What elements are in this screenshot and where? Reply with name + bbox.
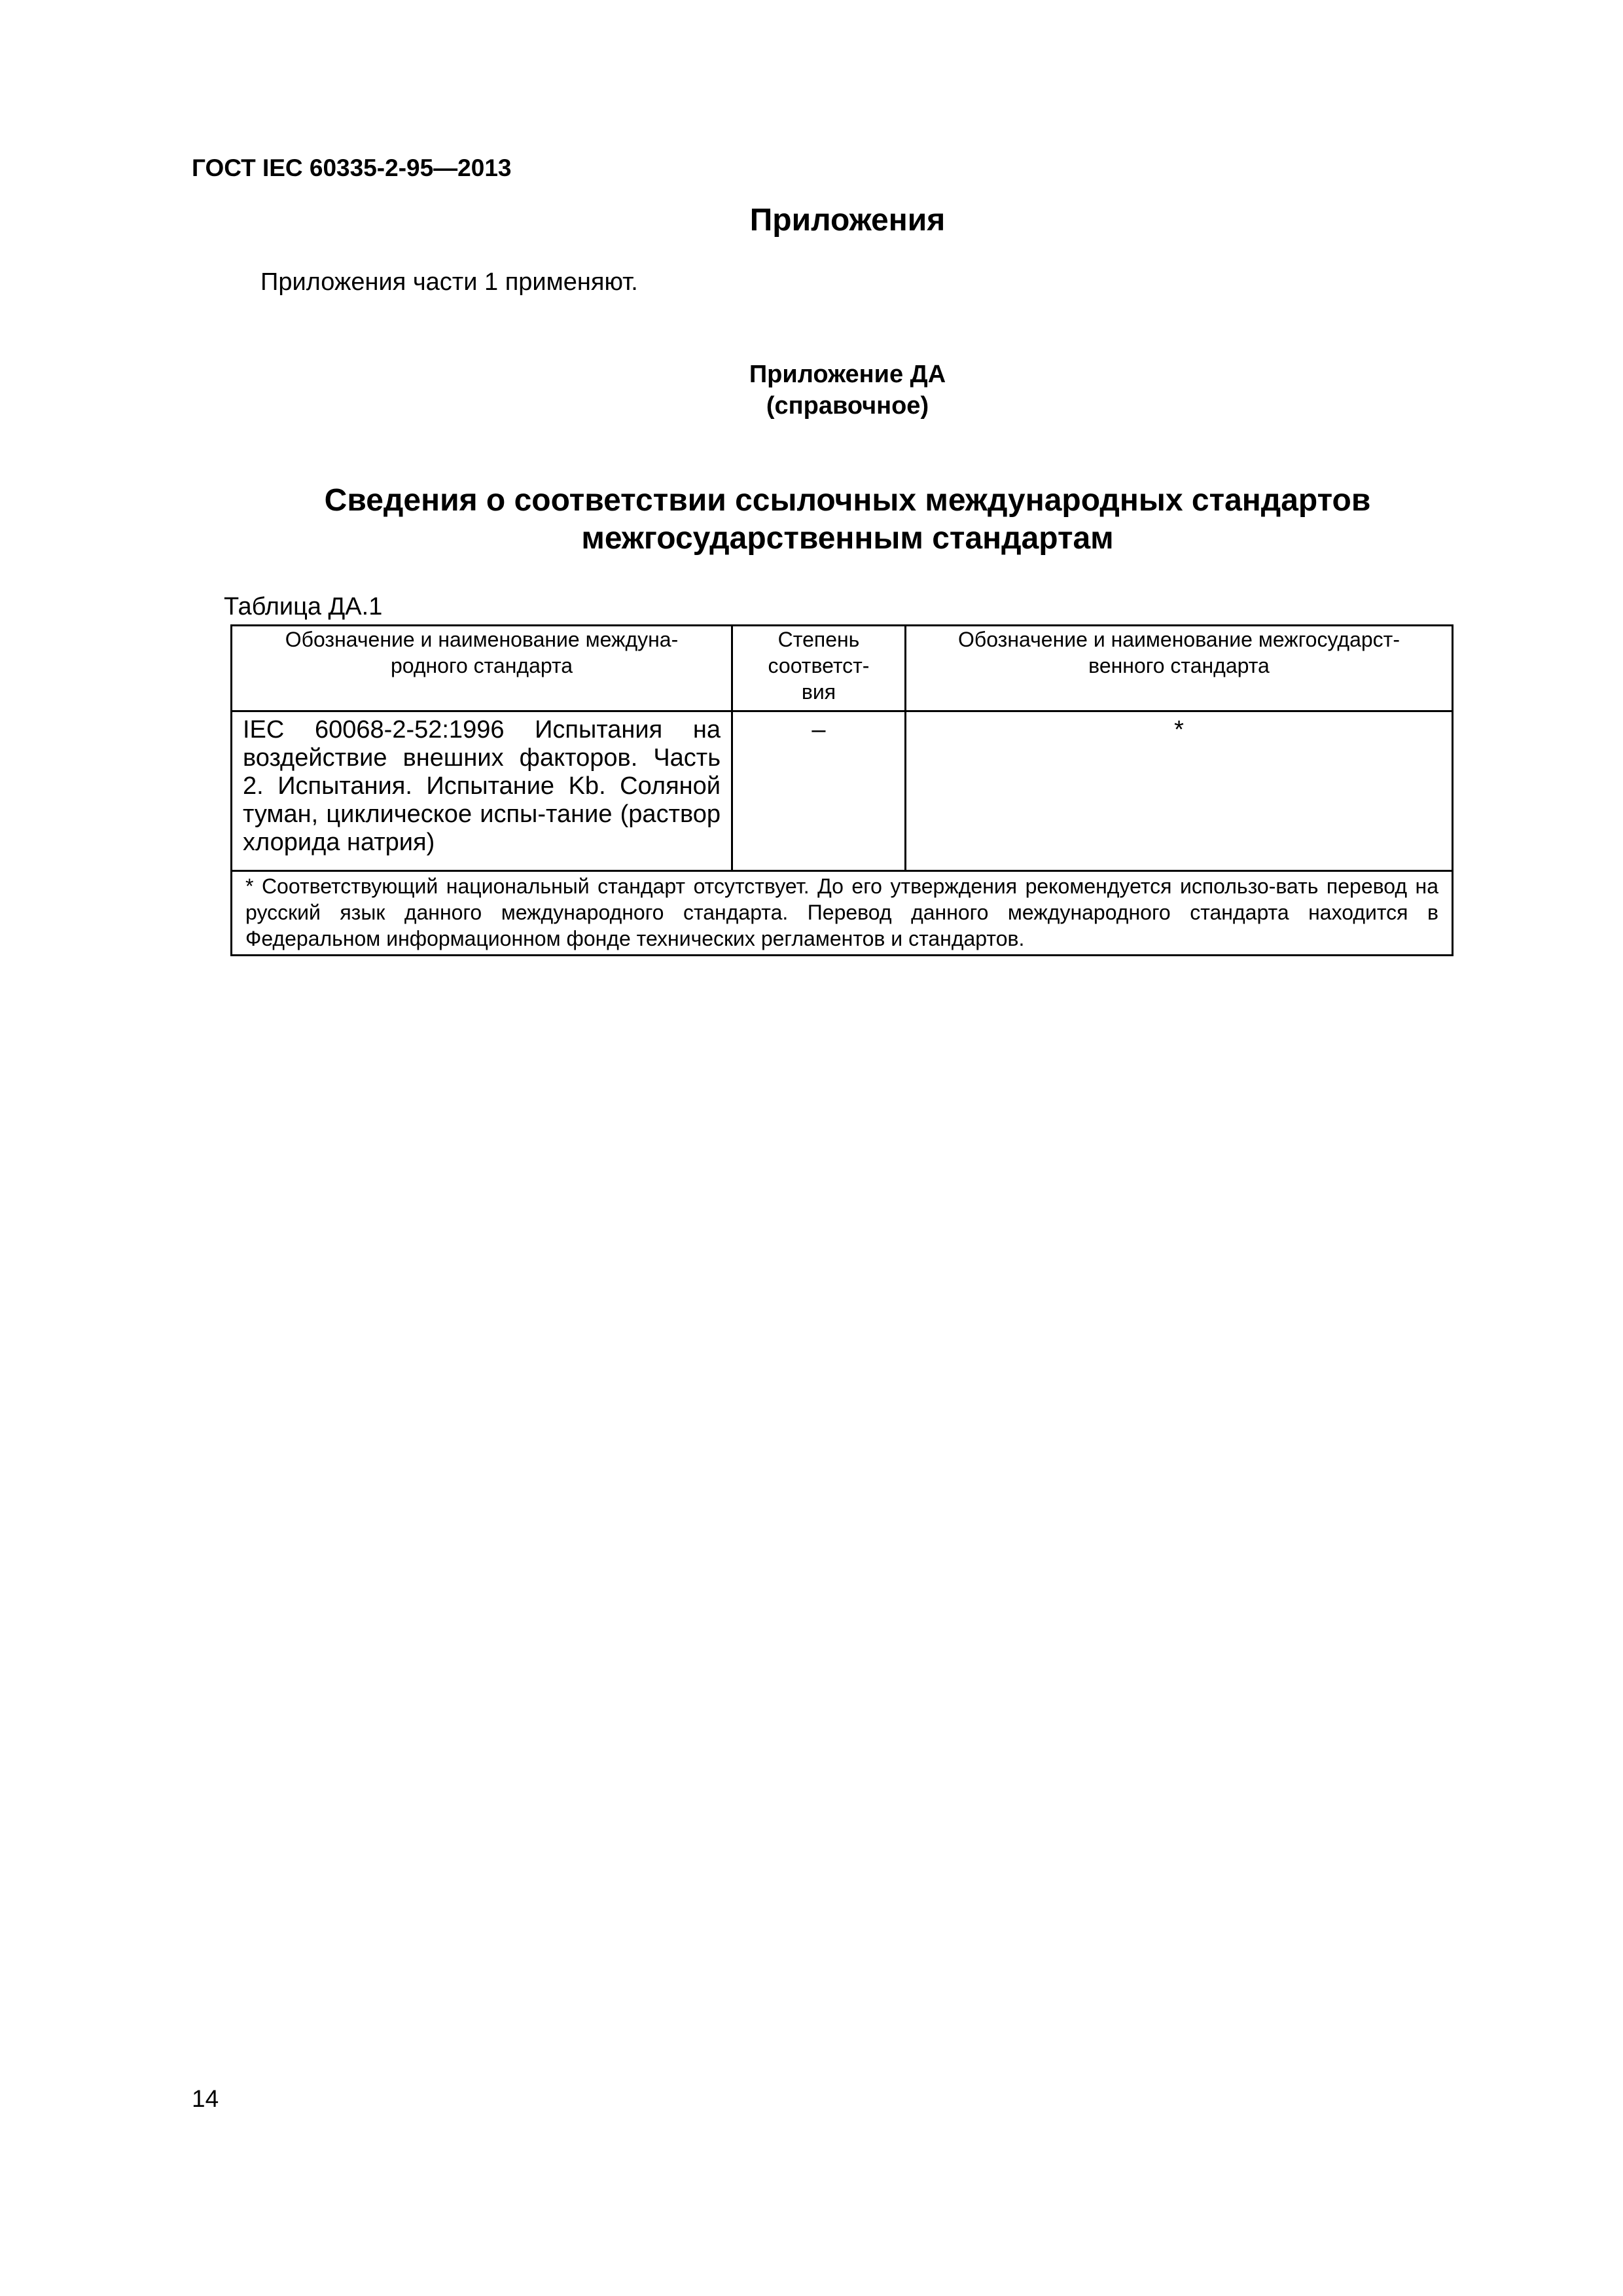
header-degree [732, 626, 906, 711]
annex-heading [0, 359, 1623, 422]
header-degree-line-2: соответст- [768, 654, 870, 677]
standards-table [230, 624, 1454, 956]
annex-title-line-1: Сведения о соответствии ссылочных международных стандартов [324, 483, 1371, 518]
table-footnote-row [232, 871, 1453, 956]
annex-label: Приложение ДА [749, 361, 946, 388]
section-title: Приложения [749, 203, 946, 238]
table-footnote: * Соответствующий национальный стандарт отсутствует. До его утверждения рекомендуется использо-вать перевод на русский язык данного международного стандарта. Перевод данного международного стандарта находится в Федеральном информационном фонде технических регламентов и стандартов. [232, 871, 1453, 956]
page-number: 14 [192, 2085, 219, 2112]
header-degree-line-3: вия [801, 680, 836, 704]
document-code: ГОСТ IEC 60335-2-95—2013 [192, 154, 512, 181]
header-degree-line-1: Степень [777, 628, 860, 651]
annex-title [0, 482, 1623, 558]
cell-degree: – [732, 711, 906, 871]
table-header-row [232, 626, 1453, 711]
cell-intl-standard: IEC 60068-2-52:1996 Испытания на воздействие внешних факторов. Часть 2. Испытания. Испытание Kb. Соляной туман, циклическое испы-тание (раствор хлорида натрия) [232, 711, 732, 871]
table-label: Таблица ДА.1 [224, 593, 383, 620]
header-nat-line-1: Обозначение и наименование межгосударст- [958, 628, 1400, 651]
header-nat-line-2: венного стандарта [1088, 654, 1270, 677]
cell-national-standard: * [906, 711, 1453, 871]
section-text: Приложения части 1 применяют. [260, 268, 638, 296]
header-intl-standard [232, 626, 732, 711]
header-intl-line-1: Обозначение и наименование междуна- [285, 628, 679, 651]
header-intl-line-2: родного стандарта [390, 654, 573, 677]
header-national-standard [906, 626, 1453, 711]
annex-kind: (справочное) [766, 392, 929, 420]
annex-title-line-2: межгосударственным стандартам [581, 521, 1114, 556]
table-row [232, 711, 1453, 871]
